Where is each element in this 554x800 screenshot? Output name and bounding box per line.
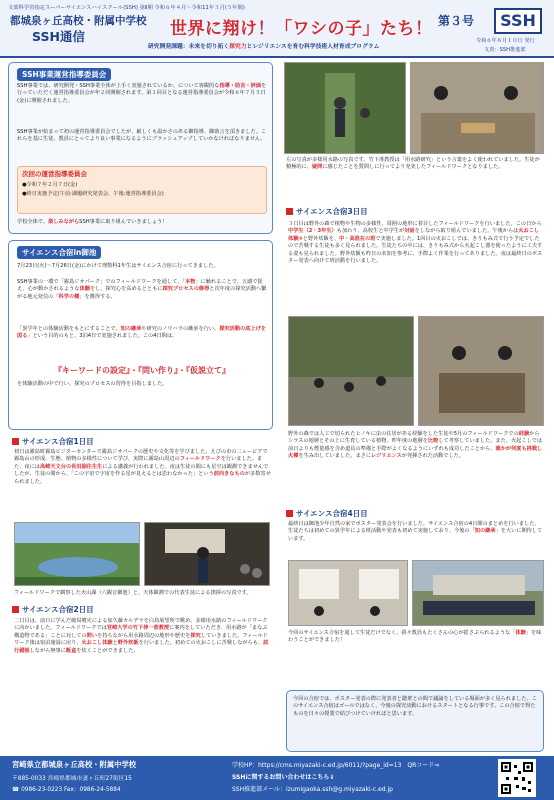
day4-heading: サイエンス合宿4日目 [286,508,368,519]
header [0,0,554,58]
photo-fire-making [410,62,544,154]
photo-group [412,560,544,626]
camp-paragraph-3: 「異学年との体験活動をもとにすることで、知の継承や研究のノウハウの継承を行い、探究活動の底上げを図る」という目的のもと、3泊4日で実施されました。この4日間は、 [17,326,266,340]
day1-text: 初日は霧島町霧島ビジターセンターで霧島ジオパークの歴史や文化等を学びました。えびの市の二ュービアで霧島山の形成、生態、植物の多様性について学び、実際に霧島山周辺のフィールドワークを行いました。また、夜には高崎天文台の長田副住生生による講義が行われました。夜は生徒の間にも星空は観測できませんでしたが、生徒の間から、「この宇宙で宇宙を作る星が見えるとは思わなかった」という前向きなものが多数寄せられました。 [14,449,271,485]
page-title: 世界に翔け！「ワシの子」たち！ [170,19,433,39]
photo-forest-stream [288,316,414,426]
camp-keywords: 『キーワードの設定』・『問い作り』・『仮説立て』 [54,366,230,375]
credit: 文責：SSH推進部 [484,47,526,53]
qr-code-icon[interactable] [498,759,536,797]
day4-caption: 今回のサイエンス合宿を通して生徒だけでなく、我々教員もたくさんの心が揺さぶられるような「体験」を味わうことができました！ [288,630,542,644]
photo-night-greeting [144,522,270,586]
committee-box [8,62,273,234]
photo-cooking [418,316,544,426]
newsletter-name: SSH通信 [32,29,85,44]
footer-address: 〒885-0033 宮崎県都城市妻ヶ丘町27街区15 [12,776,132,782]
photo-caldera-lake [14,522,140,586]
closing-text: 今回の合宿では、ポスター発表の際に発表者と聴衆との間で議論をしている場面が多く見られました。このサイエンス合宿はゴールではなく、今後の探究活動におけるスタートとなる行事です。この合宿で得たものを日々の授業で結びつけていければと思います。 [293,696,537,717]
next-meeting-heading: 次回の運営指導委員会 [22,170,87,178]
day3-heading: サイエンス合宿3日目 [286,206,368,217]
day1-caption: フィールドワークで観察した火山湖（六観音御池）と、天体観測での代表生徒による挨拶の写真です。 [14,590,252,596]
photo-waterway [284,62,406,154]
issue-date: 令和６年８月１０日 発行 [476,38,535,44]
camp-paragraph-1: 7月23日(火)～7月26日(金)にかけて理数科1年生はサイエンス合宿に行ってきました。 [17,263,219,269]
committee-paragraph-1: SSH事業では、研究開発・SSH事業全体が上手く実施されているか、について客観的な指導・助言・評価を行っていただく運営指導委員会が年２回開催されます。第１回目となる運営指導委員会が令和６年７月５日(金)に開催されました。 [17,83,267,104]
waterway-caption: 左の写真が多様用水路の写真です。竹下准教授は「用水路研究」という言葉をよく使われていました。生徒が積極的に、疑問に感じたことを質問しに行ってより充実したフィールドワークとなりました。 [286,157,540,171]
photo-poster-session [288,560,408,626]
forest-caption: 野外の森では人工で切られたヒノキに虫の住居がある経験をした生徒や5月のフィールドワークでの経験からシラスの地層とその上に生育している植物、昨年度の地層を比較して考察していました。また、火起こしでは前日よりも煙量感を含め道具の準備と手際がよくなるようにいずれも成功したことから、誰かが何度も挑戦し火種を生み出していました。まさにレジリエンスが発揮された活動でした。 [288,431,543,460]
next-meeting-note [17,166,267,214]
day4-text: 最終日は御池少年自然の家でポスター発表会を行いました。サイエンス合宿の4日間のまとめを行いました。生徒たちは初めての異学年による班活動や発表も初めて実施しており、今後の「知の継承」を大いに期待しています。 [288,521,543,542]
footer-school: 宮崎県立都城泉ヶ丘高校・附属中学校 [12,760,137,769]
committee-heading: SSH事業運営指導委員会 [17,68,111,81]
day1-heading: サイエンス合宿1日目 [12,436,94,447]
day2-text: 二日目は、前日に学んだ破局噴火による加久藤カルデラを白鳥展望所で眺め、多様用水路のフィールドワークに向かいました。フィールドワークでは宮崎大学の竹下伸一准教授に案内をしていただき、用水路が「まなぶ構造物である」ことに対しての問いを持ちながら用水路周辺の地形や歴史を探究していきました。フィールドワーク後は宿泊施設に戻り、火おこし体験と野外炊飯を行いました。初めての火おこしに苦戦しながらも、試行錯誤しながら無事に飯盒を炊くことができました。 [14,618,269,654]
committee-paragraph-2: SSH事業が始まって初の運営指導委員会でしたが、厳しくも温かさのある御指導、御助言を頂きました。これらを基に生徒、教員にとってより良い事業になるようにブラッシュアップしていかなければなりません。 [17,129,267,143]
footer [0,756,554,800]
committee-closing: 学校全体で、楽しみながらSSH事業に取り組んでいきましょう！ [17,219,168,225]
camp-heading: サイエンス合宿in御池 [17,246,101,259]
closing-box [286,690,544,752]
issue-number: 第３号 [438,14,475,28]
research-theme: 研究開発課題：未来を切り拓く探究力とレジリエンスを育む科学技術人材育成プログラム [148,44,380,50]
day2-heading: サイエンス合宿2日目 [12,604,94,615]
ssh-logo: SSH [494,8,542,34]
school-name: 都城泉ヶ丘高校・附属中学校 [10,15,147,27]
camp-intro-box [8,240,273,430]
school-hp-link[interactable]: 学校HP：https://cms.miyazaki-c.ed.jp/6011/?page_id=13 QRコード⇒ [232,762,440,769]
next-meeting-schedule: ●終日実施予定(午前:課題研究発表会、午後:運営指導委員会) [22,191,164,197]
contact-email[interactable]: SSH推進部メール：izumigaoka.ssh@g.miyazaki-c.ed.jp [232,786,393,793]
camp-paragraph-2: SSH事業の一環で「霧島ジオパーク」でのフィールドワークを通して、「本物」に触れることで、五感で捉え、心が動かされるような体験をし、探究心を高めるとともに探究プロセスの修得と次年度の探究活動へ繋がる地元発信の「科学の種」を獲得する。 [17,279,267,300]
footer-phone: ☎ 0986-23-0223 Fax：0986-24-5884 [12,787,121,793]
next-meeting-date: ●令和７年２月７日(金) [22,182,78,188]
program-line: 文部科学省指定スーパーサイエンスハイスクール(SSH) 第Ⅱ期 令和６年４月～令和11年３月(５年間) [8,5,245,11]
camp-paragraph-4: を体験活動の中で行い、探究のプロセスの習得を目指しました。 [17,381,168,387]
day3-text: ３日目は野外の森で植物や生物の多様性、周囲の地形に着目したフィールドワークを行いました。この日から中学生（2・3年生）も加わり、高校生と中学生が対話をしながら取り組んでいました。午後からは火おこし体験②と野外炊飯を、中・高混在の班で実施しました。1回目の火おこしでは、きりもみ式で行う予定でしたので苦戦する生徒も多く見られました。生徒たちの中には、きりもみ式から火起こし器を使ったように工夫する姿も見られました。野外炊飯も昨日の未知を参考に、手際よく作業を行ってありました。夜は最終日のポスター発表へ向けて班活動を行いました。 [288,221,543,264]
contact-line: SSHに関するお問い合わせはこちら⇓ [232,774,335,781]
